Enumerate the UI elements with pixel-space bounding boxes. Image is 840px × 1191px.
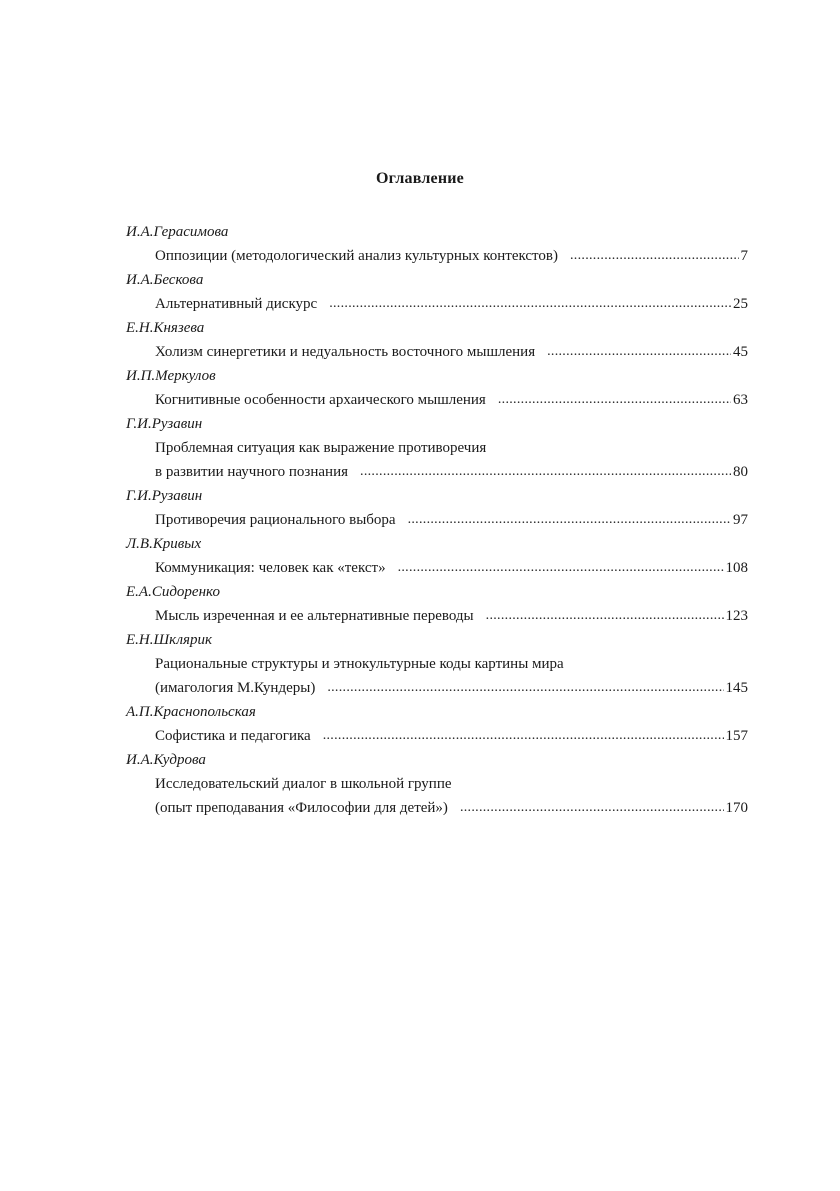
- dot-leader: [486, 603, 724, 628]
- toc-entry-author: Г.И.Рузавин: [126, 488, 203, 504]
- dot-leader: [360, 459, 731, 484]
- toc-entry-row[interactable]: [126, 676, 748, 700]
- toc-entry: [126, 220, 748, 268]
- toc-entry-title-line: Проблемная ситуация как выражение противоречия: [155, 440, 487, 456]
- toc-entry: [126, 628, 748, 700]
- toc-entry-title-line: Противоречия рационального выбора: [155, 512, 396, 528]
- dot-leader: [460, 795, 724, 820]
- toc-entry-author: Е.Н.Князева: [126, 320, 205, 336]
- dot-leader: [408, 507, 731, 532]
- toc-entry-title-line: Софистика и педагогика: [155, 728, 311, 744]
- toc-entry: [126, 484, 748, 532]
- toc-entry-page-number: 145: [725, 680, 748, 696]
- toc-entry-row[interactable]: [126, 796, 748, 820]
- toc-entry: [126, 364, 748, 412]
- toc-entry-row[interactable]: [126, 604, 748, 628]
- dot-leader: [327, 675, 723, 700]
- dot-leader: [547, 339, 731, 364]
- toc-entry-title-line: Оппозиции (методологический анализ культурных контекстов): [155, 248, 558, 264]
- toc-entry-title-line: Холизм синергетики и недуальность восточного мышления: [155, 344, 536, 360]
- toc-entry: [126, 316, 748, 364]
- toc-entry-row[interactable]: [126, 724, 748, 748]
- toc-entry-title-line: Мысль изреченная и ее альтернативные переводы: [155, 608, 474, 624]
- toc-entry: [126, 580, 748, 628]
- dot-leader: [329, 291, 731, 316]
- toc-entry: [126, 748, 748, 820]
- toc-entry: [126, 532, 748, 580]
- toc-entry-row[interactable]: [126, 388, 748, 412]
- toc-entry-page-number: 45: [733, 344, 748, 360]
- toc-entry-row[interactable]: [126, 244, 748, 268]
- toc-entry-row[interactable]: [126, 556, 748, 580]
- toc-entry-page-number: 7: [740, 248, 748, 264]
- toc-entry-page-number: 63: [733, 392, 748, 408]
- toc-entry-author: И.А.Кудрова: [126, 752, 206, 768]
- toc-entry-row[interactable]: [126, 460, 748, 484]
- dot-leader: [398, 555, 724, 580]
- toc-entry-row[interactable]: [126, 340, 748, 364]
- toc-entry-author: Г.И.Рузавин: [126, 416, 203, 432]
- dot-leader: [570, 243, 739, 268]
- toc-entry: [126, 412, 748, 484]
- toc-entry-page-number: 108: [725, 560, 748, 576]
- toc-entry-title-line: Альтернативный дискурс: [155, 296, 318, 312]
- toc-entry-author: Е.А.Сидоренко: [126, 584, 220, 600]
- toc-entry-page-number: 157: [725, 728, 748, 744]
- toc-entry-page-number: 170: [725, 800, 748, 816]
- toc-entry-title-line: Коммуникация: человек как «текст»: [155, 560, 386, 576]
- toc-entry-author: И.А.Бескова: [126, 272, 204, 288]
- toc-entry-author: А.П.Краснопольская: [126, 704, 256, 720]
- table-of-contents: [126, 220, 748, 820]
- toc-entry-page-number: 97: [733, 512, 748, 528]
- toc-entry-title-line: в развитии научного познания: [155, 464, 349, 480]
- toc-entry-title-line: (опыт преподавания «Философии для детей»): [155, 800, 448, 816]
- toc-entry-title-line: Рациональные структуры и этнокультурные коды картины мира: [155, 656, 564, 672]
- toc-entry-author: Е.Н.Шклярик: [126, 632, 212, 648]
- toc-entry: [126, 700, 748, 748]
- dot-leader: [498, 387, 731, 412]
- dot-leader: [323, 723, 724, 748]
- toc-entry: [126, 268, 748, 316]
- toc-entry-page-number: 123: [725, 608, 748, 624]
- toc-entry-page-number: 80: [733, 464, 748, 480]
- toc-entry-page-number: 25: [733, 296, 748, 312]
- toc-entry-title-line: Исследовательский диалог в школьной группе: [155, 776, 452, 792]
- toc-entry-author: И.П.Меркулов: [126, 368, 216, 384]
- toc-entry-author: И.А.Герасимова: [126, 224, 229, 240]
- toc-entry-title-line: (имагология М.Кундеры): [155, 680, 316, 696]
- toc-entry-title-line: Когнитивные особенности архаического мышления: [155, 392, 486, 408]
- toc-entry-author: Л.В.Кривых: [126, 536, 202, 552]
- toc-title: Оглавление: [376, 170, 464, 187]
- toc-entry-row[interactable]: [126, 508, 748, 532]
- toc-entry-row[interactable]: [126, 292, 748, 316]
